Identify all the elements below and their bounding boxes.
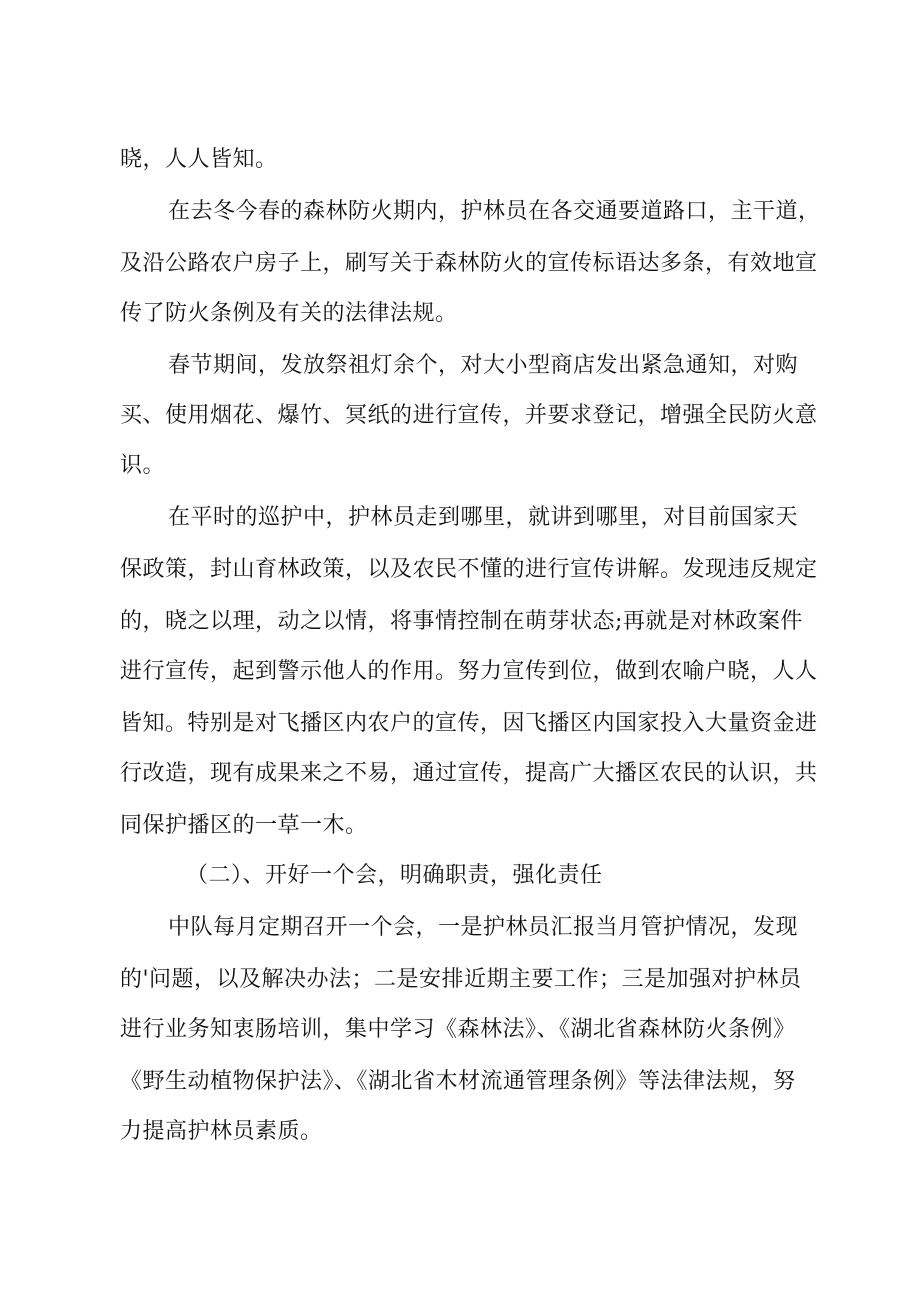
text-line: 进行业务知衷肠培训，集中学习《森林法》、《湖北省森林防火条例》 xyxy=(120,1017,796,1042)
paragraph-line: 春节期间，发放祭祖灯余个，对大小型商店发出紧急通知，对购 xyxy=(168,353,799,378)
text-line: 买、使用烟花、爆竹、冥纸的进行宣传，并要求登记，增强全民防火意 xyxy=(120,403,818,428)
text-line: 保政策，封山育林政策，以及农民不懂的进行宣传讲解。发现违反规定 xyxy=(120,557,818,582)
text-line: 皆知。特别是对飞播区内农户的宣传，因飞播区内国家投入大量资金进 xyxy=(120,711,818,736)
text-line: 的，晓之以理，动之以情，将事情控制在萌芽状态;再就是对林政案件 xyxy=(120,609,803,634)
text-line: 力提高护林员素质。 xyxy=(120,1119,323,1144)
text-line: 行改造，现有成果来之不易，通过宣传，提高广大播区农民的认识，共 xyxy=(120,761,818,786)
section-heading: （二）、开好一个会，明确职责，强化责任 xyxy=(186,863,603,888)
paragraph-line: 在去冬今春的森林防火期内，护林员在各交通要道路口，主干道， xyxy=(168,199,821,224)
text-line: 传了防火条例及有关的法律法规。 xyxy=(120,301,458,326)
paragraph-line: 在平时的巡护中，护林员走到哪里，就讲到哪里，对目前国家天 xyxy=(168,505,799,530)
text-line: 《野生动植物保护法》、《湖北省木材流通管理条例》等法律法规，努 xyxy=(120,1069,796,1094)
text-line: 同保护播区的一草一木。 xyxy=(120,813,368,838)
text-line: 晓，人人皆知。 xyxy=(120,147,278,172)
text-line: 的'问题，以及解决办法；二是安排近期主要工作；三是加强对护林员 xyxy=(120,967,802,992)
text-line: 识。 xyxy=(120,453,166,478)
text-line: 及沿公路农户房子上，刷写关于森林防火的宣传标语达多条，有效地宣 xyxy=(120,251,818,276)
paragraph-line: 中队每月定期召开一个会，一是护林员汇报当月管护情况，发现 xyxy=(168,915,799,940)
text-line: 进行宣传，起到警示他人的作用。努力宣传到位，做到农喻户晓，人人 xyxy=(120,659,818,684)
